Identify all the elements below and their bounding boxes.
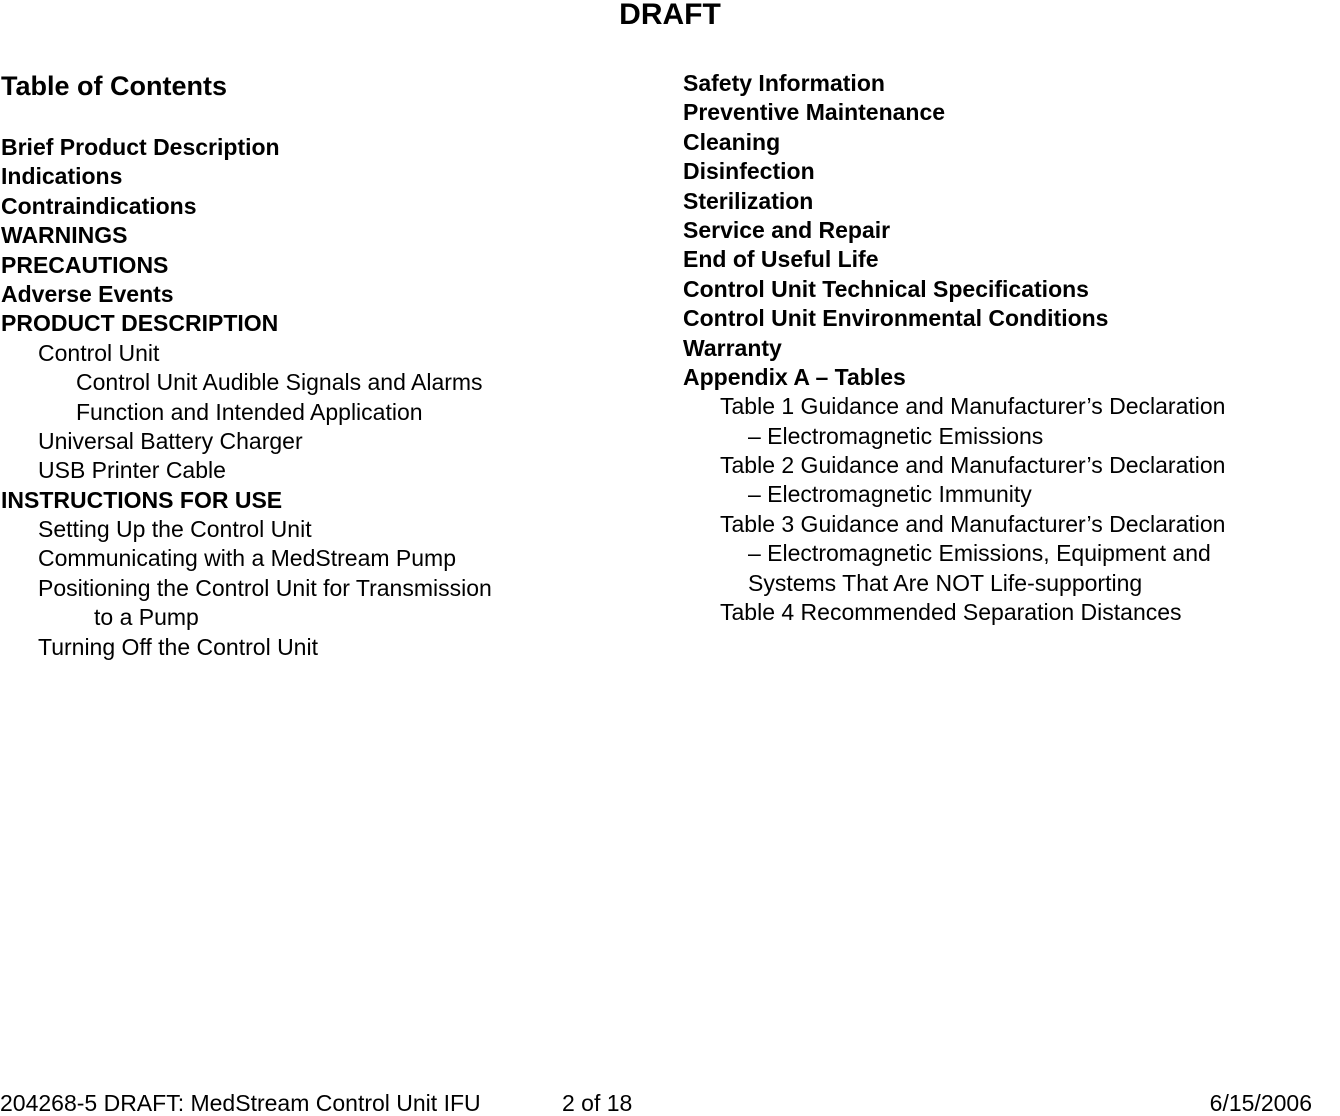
toc-entry-service-repair[interactable]: Service and Repair: [683, 216, 891, 243]
page-footer: [0, 1090, 1340, 1116]
toc-entry-positioning[interactable]: Positioning the Control Unit for Transmission: [38, 574, 492, 601]
toc-entry-setting-up[interactable]: Setting Up the Control Unit: [38, 516, 312, 543]
toc-entry-disinfection[interactable]: Disinfection: [683, 158, 815, 185]
toc-entry-cleaning[interactable]: Cleaning: [683, 128, 781, 155]
toc-entry-environmental-conditions[interactable]: Control Unit Environmental Conditions: [683, 305, 1109, 332]
toc-entry-warranty[interactable]: Warranty: [683, 334, 782, 361]
toc-entry-table-4[interactable]: Table 4 Recommended Separation Distances: [720, 599, 1182, 626]
toc-entry-audible-signals[interactable]: Control Unit Audible Signals and Alarms: [76, 369, 483, 396]
toc-entry-function-application[interactable]: Function and Intended Application: [76, 398, 423, 425]
toc-title: Table of Contents: [1, 71, 227, 101]
footer-date: 6/15/2006: [1209, 1090, 1312, 1116]
toc-entry-end-of-useful-life[interactable]: End of Useful Life: [683, 246, 879, 273]
toc-entry-positioning-cont[interactable]: to a Pump: [94, 604, 199, 631]
toc-entry-instructions-for-use[interactable]: INSTRUCTIONS FOR USE: [1, 486, 283, 513]
toc-entry-battery-charger[interactable]: Universal Battery Charger: [38, 427, 303, 454]
draft-header: DRAFT: [619, 0, 721, 31]
toc-entry-contraindications[interactable]: Contraindications: [1, 192, 197, 219]
toc-entry-warnings[interactable]: WARNINGS: [1, 222, 128, 249]
toc-entry-table-3-cont[interactable]: – Electromagnetic Emissions, Equipment and: [748, 540, 1211, 567]
toc-entry-safety-information[interactable]: Safety Information: [683, 70, 885, 96]
toc-entry-usb-printer-cable[interactable]: USB Printer Cable: [38, 457, 226, 484]
footer-document-id: 204268-5 DRAFT: MedStream Control Unit IFU: [0, 1090, 481, 1116]
toc-right-column: [683, 69, 1333, 627]
toc-entry-table-2-cont[interactable]: – Electromagnetic Immunity: [748, 481, 1032, 508]
toc-entry-table-3[interactable]: Table 3 Guidance and Manufacturer’s Declaration: [720, 510, 1226, 537]
toc-entry-indications[interactable]: Indications: [1, 163, 123, 190]
footer-page-number: 2 of 18: [562, 1090, 633, 1116]
toc-entry-precautions[interactable]: PRECAUTIONS: [1, 251, 169, 278]
toc-entry-adverse-events[interactable]: Adverse Events: [1, 280, 174, 307]
toc-entry-table-1-cont[interactable]: – Electromagnetic Emissions: [748, 422, 1044, 449]
toc-entry-turning-off[interactable]: Turning Off the Control Unit: [38, 633, 318, 660]
toc-entry-product-description[interactable]: PRODUCT DESCRIPTION: [1, 310, 279, 337]
toc-entry-communicating[interactable]: Communicating with a MedStream Pump: [38, 545, 456, 572]
toc-entry-preventive-maintenance[interactable]: Preventive Maintenance: [683, 99, 946, 126]
toc-entry-control-unit[interactable]: Control Unit: [38, 339, 160, 366]
toc-entry-table-1[interactable]: Table 1 Guidance and Manufacturer’s Declaration: [720, 393, 1226, 420]
toc-left-column: [1, 133, 601, 662]
toc-entry-table-3-cont-2[interactable]: Systems That Are NOT Life-supporting: [748, 569, 1143, 596]
toc-entry-table-2[interactable]: Table 2 Guidance and Manufacturer’s Declaration: [720, 452, 1226, 479]
toc-entry-technical-specifications[interactable]: Control Unit Technical Specifications: [683, 275, 1089, 302]
toc-entry-appendix-a[interactable]: Appendix A – Tables: [683, 363, 906, 390]
toc-entry-brief-product-description[interactable]: Brief Product Description: [1, 134, 280, 160]
toc-entry-sterilization[interactable]: Sterilization: [683, 187, 814, 214]
